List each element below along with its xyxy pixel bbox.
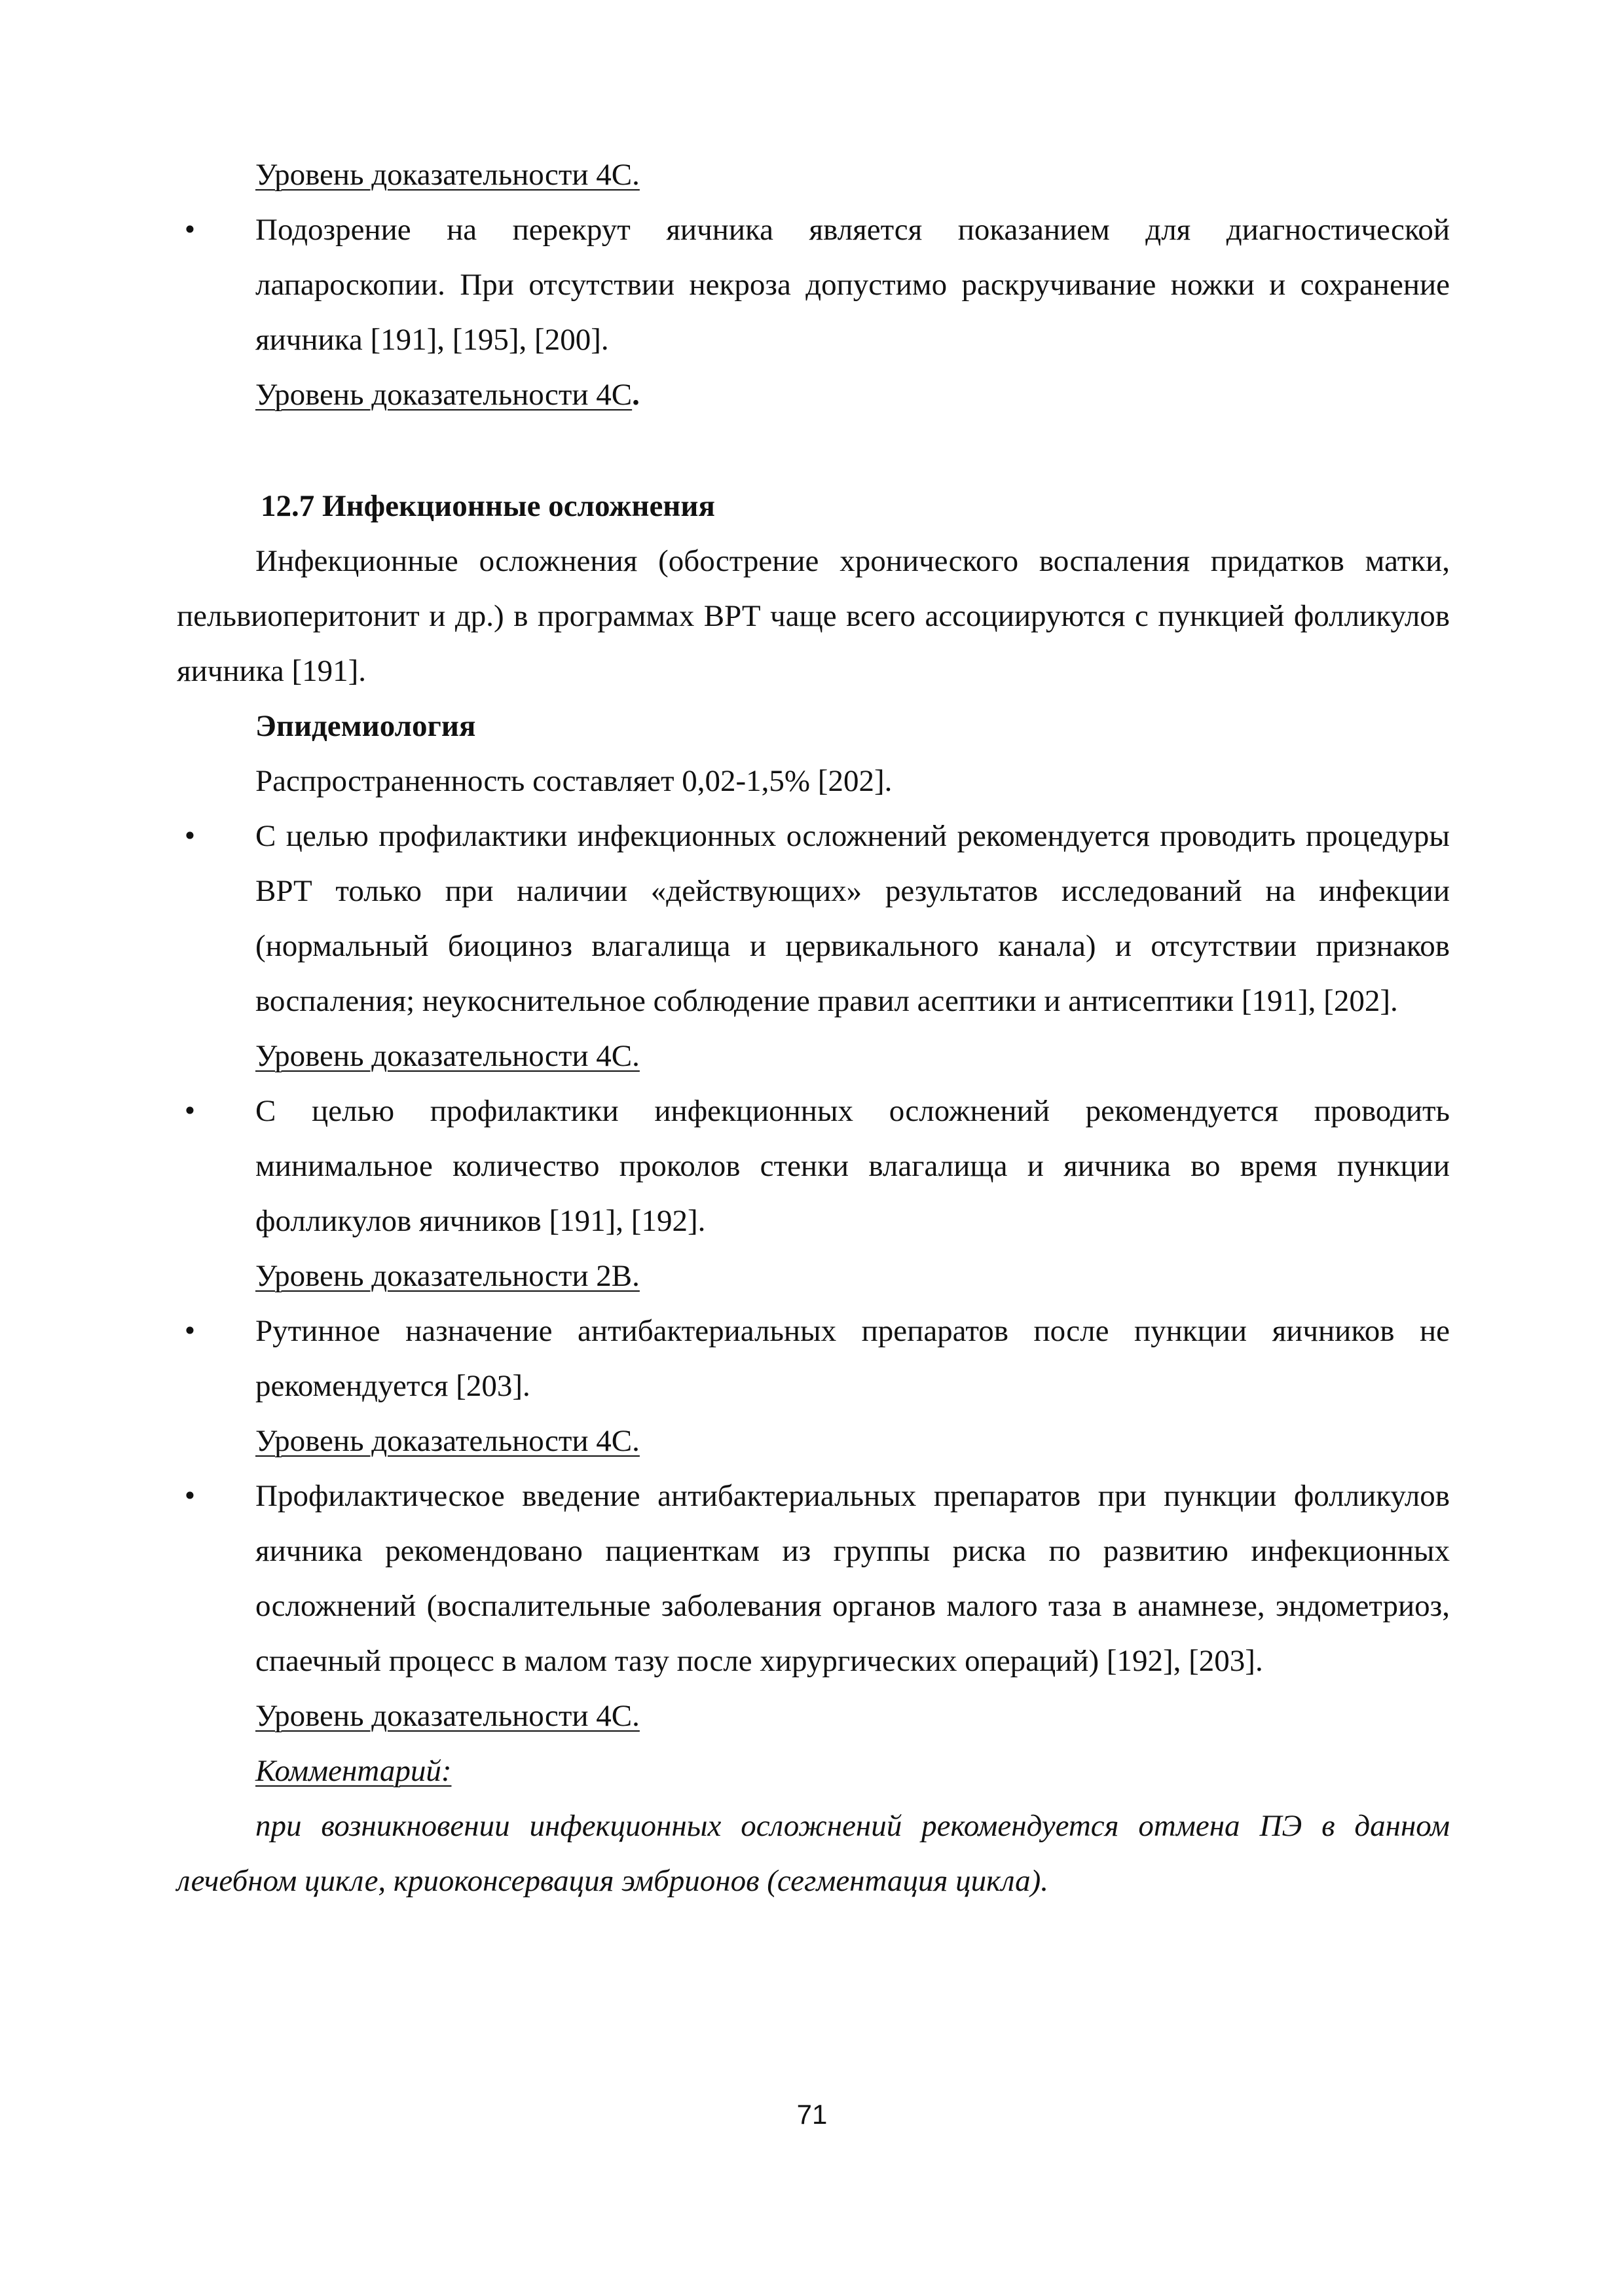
recommendation-item [177,809,1450,1029]
recommendation-item [177,1084,1450,1248]
evidence-level-text: Уровень доказательности 4С. [255,1699,640,1733]
spacer [177,422,1450,479]
evidence-level-text: Уровень доказательности 4С. [255,1039,640,1073]
bullet-icon: • [182,215,198,244]
prevalence-paragraph: Распространенность составляет 0,02-1,5% [202]. [255,764,893,798]
comment-label-line [177,1743,1450,1798]
comment-label: Комментарий: [255,1754,452,1788]
bullet-icon: • [182,1482,198,1510]
recommendation-text: С целью профилактики инфекционных осложнений рекомендуется проводить минимальное количество проколов стенки влагалища и яичника во время пункции фолликулов яичников [191], [192]. [255,1094,1450,1238]
evidence-level-line [177,1688,1450,1743]
intro-paragraph: Инфекционные осложнения (обострение хронического воспаления придатков матки, пельвиоперитонит и др.) в программах ВРТ чаще всего ассоциируются с пункцией фолликулов яичника [191]. [177,544,1450,688]
recommendation-item [177,1303,1450,1413]
recommendation-text: Рутинное назначение антибактериальных препаратов после пункции яичников не рекомендуется [203]. [255,1314,1450,1403]
evidence-level-period: . [632,378,640,412]
bullet-icon: • [182,1097,198,1125]
evidence-level-text: Уровень доказательности 4С. [255,1424,640,1458]
section-heading: 12.7 Инфекционные осложнения [261,489,715,523]
page-number: 71 [796,2099,828,2130]
evidence-level-text: Уровень доказательности 2В. [255,1259,640,1293]
evidence-level-text: Уровень доказательности 4С. [255,158,640,192]
evidence-level-line [177,147,1450,202]
evidence-level-line [177,367,1450,422]
evidence-level-line [177,1029,1450,1084]
evidence-level-text: Уровень доказательности 4С [255,378,633,412]
evidence-level-line [177,1248,1450,1303]
recommendation-item [177,1468,1450,1688]
recommendation-item [177,202,1450,367]
bullet-icon: • [182,822,198,850]
recommendation-text: Профилактическое введение антибактериальных препаратов при пункции фолликулов яичника рекомендовано пациенткам из группы риска по развитию инфекционных осложнений (воспалительные заболевания органов малого таза в анамнезе, эндометриоз, спаечный процесс в малом тазу после хирургических операций) [192], [203]. [255,1479,1450,1678]
evidence-level-line [177,1413,1450,1468]
recommendation-text: Подозрение на перекрут яичника является показанием для диагностической лапароскопии. При отсутствии некроза допустимо раскручивание ножки и сохранение яичника [191], [195], [200]. [255,213,1450,357]
bullet-icon: • [182,1317,198,1345]
subsection-heading-epidemiology: Эпидемиология [255,709,476,743]
page-content [177,147,1450,1908]
comment-text: при возникновении инфекционных осложнений рекомендуется отмена ПЭ в данном лечебном цикле, криоконсервация эмбрионов (сегментация цикла). [177,1809,1450,1898]
recommendation-text: С целью профилактики инфекционных осложнений рекомендуется проводить процедуры ВРТ только при наличии «действующих» результатов исследований на инфекции (нормальный биоциноз влагалища и цервикального канала) и отсутствии признаков воспаления; неукоснительное соблюдение правил асептики и антисептики [191], [202]. [255,819,1450,1018]
